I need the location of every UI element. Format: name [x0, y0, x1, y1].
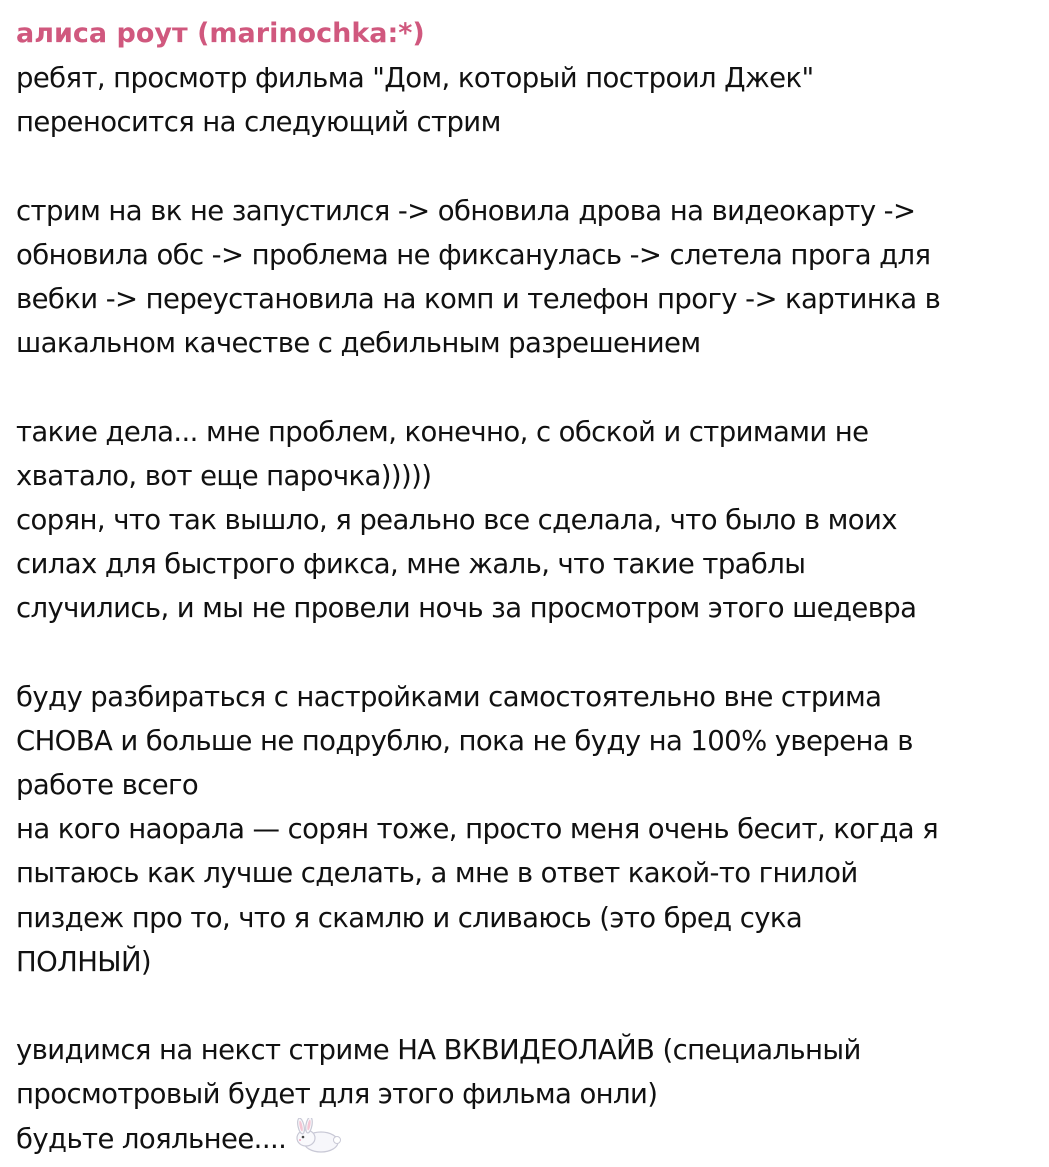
message-paragraph-1	[16, 56, 1041, 144]
message-line: сорян, что так вышло, я реально все сделала, что было в моих	[16, 503, 897, 536]
message-line: шакальном качестве с дебильным разрешением	[16, 327, 701, 360]
message-line: просмотровый будет для этого фильма онли)	[16, 1078, 658, 1111]
message-line-text: будьте лояльнее....	[16, 1122, 287, 1155]
message-paragraph-5	[16, 1028, 1041, 1161]
message-line: стрим на вк не запустился -> обновила дрова на видеокарту ->	[16, 194, 916, 227]
message-paragraph-4	[16, 675, 1041, 984]
message-line: пытаюсь как лучше сделать, а мне в ответ какой-то гнилой	[16, 857, 858, 890]
message-line: вебки -> переустановила на комп и телефон прогу -> картинка в	[16, 282, 941, 315]
paragraph-spacer	[16, 630, 1041, 674]
message-paragraph-2	[16, 189, 1041, 366]
message-line: на кого наорала — сорян тоже, просто меня очень бесит, когда я	[16, 813, 939, 846]
message-line: увидимся на некст стриме НА ВКВИДЕОЛАЙВ (специальный	[16, 1034, 861, 1067]
message-line: переносится на следующий стрим	[16, 106, 501, 139]
paragraph-spacer	[16, 365, 1041, 409]
message-line: буду разбираться с настройками самостоятельно вне стрима	[16, 680, 882, 713]
message-line: хватало, вот еще парочка)))))	[16, 459, 432, 492]
rabbit-emoji-icon	[292, 1118, 344, 1167]
paragraph-spacer	[16, 984, 1041, 1028]
message-line: ребят, просмотр фильма "Дом, который построил Джек"	[16, 62, 814, 94]
message-line: пиздеж про то, что я скамлю и сливаюсь (это бред сука	[16, 901, 803, 934]
message-line: обновила обс -> проблема не фиксанулась -> слетела прога для	[16, 238, 931, 271]
message-line: ПОЛНЫЙ)	[16, 945, 152, 978]
sender-name[interactable]: алиса роут (marinochka:*)	[16, 18, 425, 49]
message-last-line	[16, 1117, 1041, 1161]
message-line: СНОВА и больше не подрублю, пока не буду на 100% уверена в	[16, 724, 913, 757]
message-bubble	[16, 14, 1041, 1161]
message-line: работе всего	[16, 769, 199, 801]
message-line: такие дела... мне проблем, конечно, с обской и стримами не	[16, 415, 869, 448]
message-line: случились, и мы не провели ночь за просмотром этого шедевра	[16, 592, 917, 625]
message-line: силах для быстрого фикса, мне жаль, что такие траблы	[16, 548, 806, 581]
paragraph-spacer	[16, 144, 1041, 188]
message-paragraph-3	[16, 410, 1041, 631]
